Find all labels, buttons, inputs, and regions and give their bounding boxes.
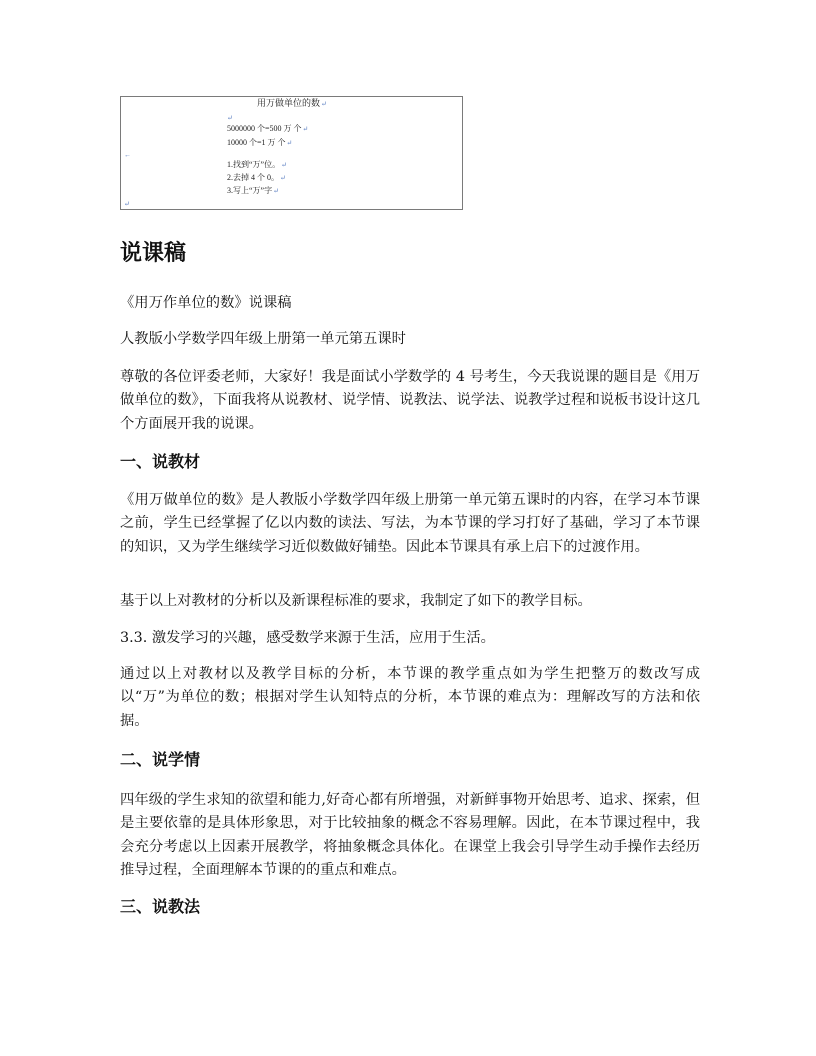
intro-paragraph: 尊敬的各位评委老师，大家好！我是面试小学数学的 4 号考生，今天我说课的题目是《用万做单位的数》，下面我将从说教材、说学情、说教法、说学法、说教学过程和说板书设计这几个方面展开我的说课。 [120, 369, 700, 432]
paragraph-mark-icon: ↵ [124, 200, 130, 208]
textbook-paragraph-1: 《用万做单位的数》是人教版小学数学四年级上册第一单元第五课时的内容，在学习本节课之前，学生已经掌握了亿以内数的读法、写法，为本节课的学习打好了基础，学习了本节课的知识，又为学生继续学习近似数做好铺垫。因此本节课具有承上启下的过渡作用。 [120, 492, 700, 555]
board-design-figure [120, 96, 463, 210]
figure-line-1: 5000000 个=500 万 个↵ [227, 124, 309, 133]
figure-step-3: 3.写上“万”字↵ [227, 186, 279, 195]
figure-step-2: 2.去掉 4 个 0。↵ [227, 173, 286, 182]
document-heading: 说课稿 [120, 241, 187, 266]
paragraph-mark-icon: ↵ [227, 114, 233, 122]
textbook-paragraph-3: 3.3. 激发学习的兴趣，感受数学来源于生活，应用于生活。 [120, 630, 495, 646]
textbook-paragraph-4: 通过以上对教材以及教学目标的分析，本节课的教学重点如为学生把整万的数改写成以“万”为单位的数；根据对学生认知特点的分析，本节课的难点为：理解改写的方法和依据。 [120, 666, 700, 729]
edition-line: 人教版小学数学四年级上册第一单元第五课时 [120, 331, 406, 347]
section-heading-methods: 三、说教法 [120, 897, 201, 916]
textbook-paragraph-2: 基于以上对教材的分析以及新课程标准的要求，我制定了如下的教学目标。 [120, 593, 592, 609]
figure-title: 用万做单位的数↵ [257, 98, 327, 108]
students-paragraph: 四年级的学生求知的欲望和能力,好奇心都有所增强，对新鲜事物开始思考、追求、探索，但是主要依靠的是具体形象思，对于比较抽象的概念不容易理解。因此，在本节课过程中，我会充分考虑以上因素开展教学，将抽象概念具体化。在课堂上我会引导学生动手操作去经历推导过程，全面理解本节课的的重点和难点。 [120, 792, 700, 879]
left-arrow-mark-icon: ← [124, 151, 131, 159]
figure-line-2: 10000 个=1 万 个↵ [227, 138, 293, 147]
figure-step-1: 1.找到“万”位。↵ [227, 160, 287, 169]
section-heading-textbook: 一、说教材 [120, 452, 201, 471]
document-subtitle: 《用万作单位的数》说课稿 [120, 295, 292, 311]
section-heading-students: 二、说学情 [120, 750, 201, 769]
